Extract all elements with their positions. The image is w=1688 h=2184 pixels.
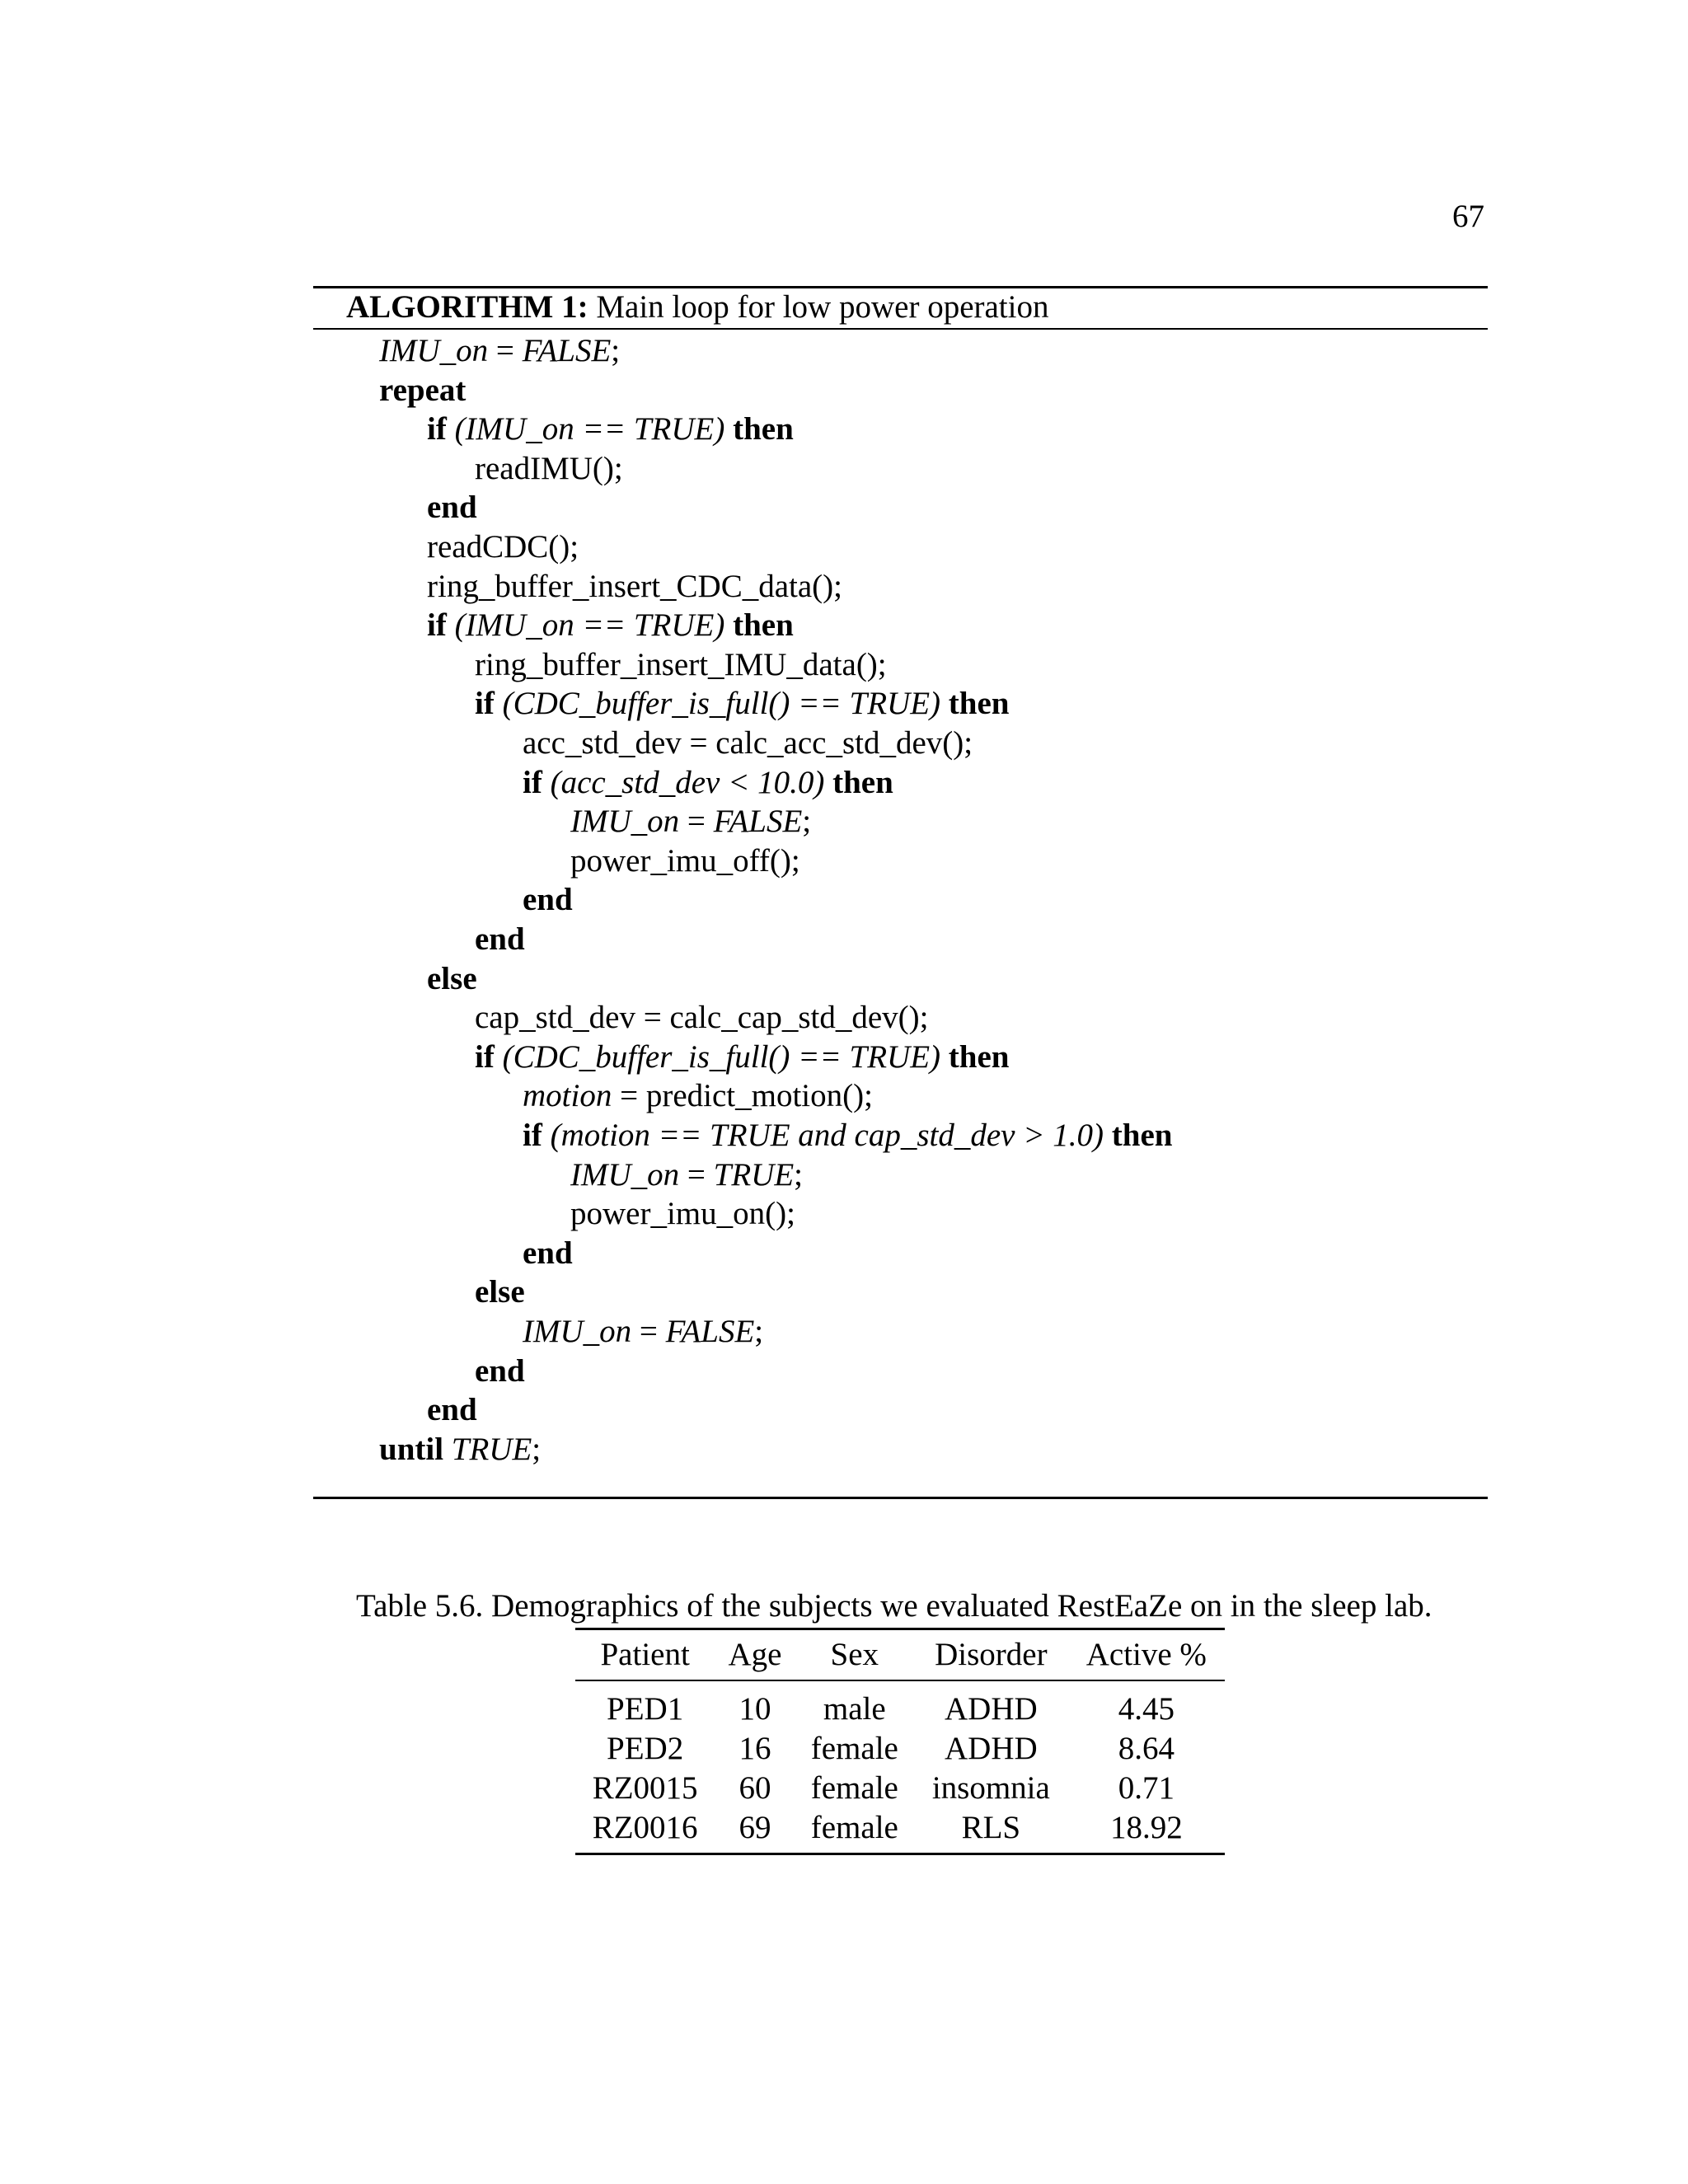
code-text: power_imu_on(); [570,1196,795,1232]
code-text: = [679,1156,714,1193]
code-text: = [679,804,714,840]
keyword: if [427,411,447,448]
math-expression: TRUE [451,1431,532,1467]
code-text: ; [794,1156,803,1193]
keyword: end [475,1352,525,1389]
table-cell: female [810,1770,898,1806]
math-expression: (CDC_buffer_is_full() == TRUE) [494,1038,949,1075]
table-row [575,1808,1225,1854]
algorithm-bottom-rule [313,1497,1488,1499]
keyword: if [523,764,542,800]
table-cell: 60 [738,1770,771,1806]
code-text: ; [532,1431,542,1467]
algorithm-line [570,841,800,881]
keyword: end [427,490,477,526]
code-text: ; [611,333,621,368]
code-text: readCDC(); [427,529,579,565]
algorithm-line [427,959,477,999]
math-expression: FALSE [665,1314,755,1349]
keyword: else [475,1274,525,1310]
algorithm-caption [346,288,1048,327]
table-cell: 0.71 [1118,1770,1175,1806]
code-text: = [631,1314,666,1349]
algorithm-line [427,1390,477,1430]
math-expression: IMU_on [570,1156,680,1193]
column-header: Sex [795,1629,914,1681]
keyword: end [427,1392,477,1428]
math-expression: motion [523,1078,612,1114]
table-cell: RZ0015 [592,1770,698,1806]
algorithm-line [475,449,623,489]
algorithm-line [523,1234,573,1273]
table-cell: 18.92 [1109,1810,1183,1845]
algorithm-line [475,1272,525,1312]
table-cell: ADHD [944,1731,1038,1766]
algorithm-line [379,331,620,371]
keyword: if [523,1118,542,1153]
algorithm-line [475,998,928,1038]
table-caption: Table 5.6. Demographics of the subjects we evaluated RestEaZe on in the sleep lab. [356,1588,1432,1624]
code-text: cap_std_dev = calc_cap_std_dev(); [475,1000,929,1036]
page-number: 67 [1452,199,1484,234]
code-text: = [488,333,523,368]
code-text: ; [802,804,812,840]
algorithm-line [570,802,811,841]
keyword: then [733,607,794,644]
code-text [443,1432,452,1467]
keyword: if [427,607,447,644]
column-header: Age [715,1629,795,1681]
math-expression: IMU_on [379,333,489,368]
keyword: until [379,1431,444,1467]
table-row [575,1729,1225,1769]
algorithm-line [523,880,573,920]
keyword: then [948,686,1010,722]
keyword: then [1111,1118,1173,1153]
keyword: repeat [379,372,467,408]
keyword: if [475,1038,495,1075]
math-expression: IMU_on [523,1314,632,1349]
table-cell: ADHD [944,1691,1038,1727]
math-expression: FALSE [713,804,803,840]
algorithm-line [427,606,794,645]
algorithm-line [523,724,973,763]
algorithm-line [570,1194,795,1234]
code-text: acc_std_dev = calc_acc_std_dev(); [523,725,973,761]
table-cell: female [810,1810,898,1845]
column-header: Patient [575,1629,715,1681]
table-cell: PED2 [607,1731,684,1766]
algorithm-line [475,1352,525,1391]
algorithm-label: ALGORITHM 1: [346,289,588,325]
algorithm-line [379,371,466,410]
keyword: else [427,960,477,996]
code-text: ; [754,1314,764,1349]
code-text: ring_buffer_insert_CDC_data(); [427,568,842,604]
table-cell: female [810,1731,898,1766]
algorithm-line [427,567,842,607]
demographics-table [575,1628,1225,1855]
algorithm-line [379,1430,541,1469]
math-expression: (acc_std_dev < 10.0) [542,764,833,800]
math-expression: IMU_on [570,804,680,840]
math-expression: (motion == TRUE and cap_std_dev > 1.0) [542,1118,1112,1153]
algorithm-title: Main loop for low power operation [596,289,1049,325]
keyword: then [733,411,794,448]
math-expression: TRUE [713,1156,795,1193]
algorithm-line [475,684,1009,724]
table-cell: 16 [738,1731,771,1766]
algorithm-line [523,763,893,803]
code-text: power_imu_off(); [570,842,800,879]
table-cell: RZ0016 [592,1810,698,1845]
keyword: end [523,1235,573,1271]
table-cell: RLS [961,1810,1021,1845]
algorithm-line [475,1038,1009,1077]
keyword: end [475,921,525,957]
math-expression: (IMU_on == TRUE) [446,411,734,448]
algorithm-line [427,410,794,449]
algorithm-line [523,1116,1172,1155]
table-cell: 8.64 [1118,1731,1175,1766]
algorithm-line [427,488,477,527]
table-cell: insomnia [931,1770,1050,1806]
code-text: = predict_motion(); [612,1078,873,1114]
table-cell: PED1 [607,1691,684,1727]
algorithm-caption-rule [313,328,1488,330]
keyword: then [832,764,893,800]
algorithm-line [523,1076,873,1116]
algorithm-line [523,1312,763,1352]
keyword: then [948,1038,1010,1075]
keyword: end [523,882,573,918]
math-expression: FALSE [522,333,612,368]
code-text: readIMU(); [475,450,623,486]
code-text: ring_buffer_insert_IMU_data(); [475,646,887,682]
table-row [575,1680,1225,1729]
algorithm-line [475,920,525,959]
table-header-row [575,1629,1225,1681]
table-row [575,1769,1225,1808]
table-cell: 10 [738,1691,771,1727]
math-expression: (IMU_on == TRUE) [446,607,734,644]
table-cell: male [823,1691,886,1727]
column-header: Active % [1068,1629,1225,1681]
column-header: Disorder [914,1629,1068,1681]
keyword: if [475,686,495,722]
table-cell: 69 [738,1810,771,1845]
math-expression: (CDC_buffer_is_full() == TRUE) [494,686,949,722]
algorithm-line [570,1155,803,1195]
algorithm-line [427,527,579,567]
table-cell: 4.45 [1118,1691,1175,1727]
algorithm-line [475,645,887,685]
